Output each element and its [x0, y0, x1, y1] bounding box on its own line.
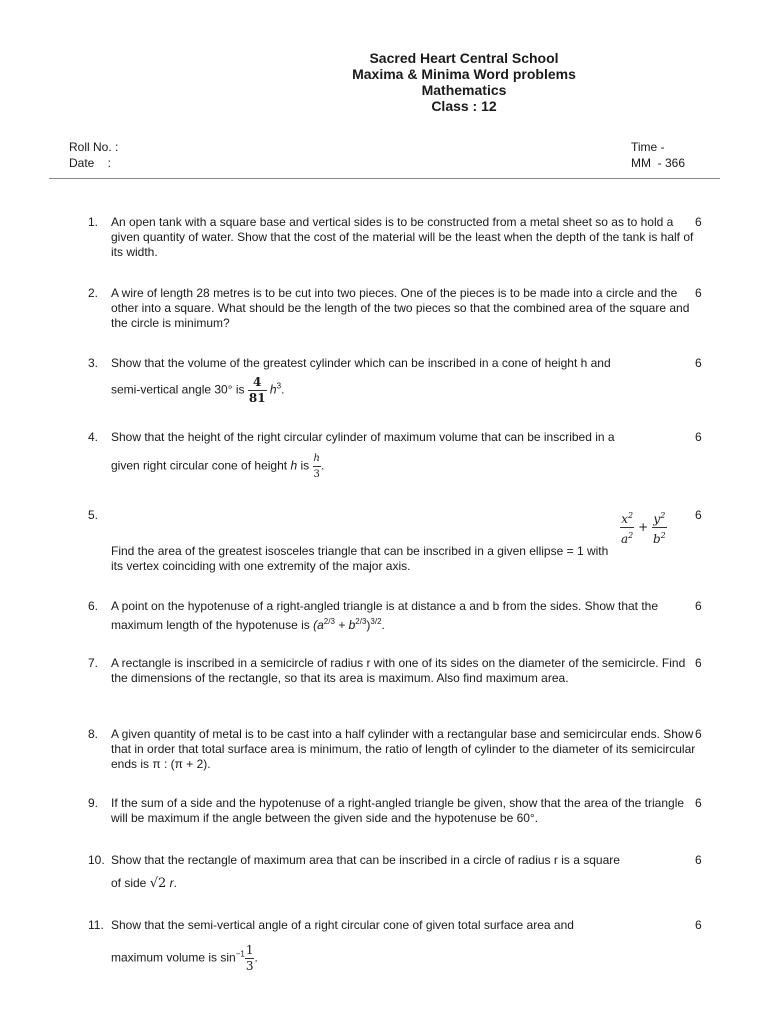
- question-number: 8.: [88, 727, 99, 741]
- question-number: 2.: [88, 286, 99, 300]
- fraction-y: [652, 508, 667, 547]
- question-number: 1.: [88, 215, 99, 229]
- exponent: −1: [235, 949, 245, 959]
- question-number: 6.: [88, 599, 99, 613]
- question-number: 5.: [88, 508, 99, 522]
- variable-a: a: [621, 532, 629, 546]
- exponent: 2/3: [355, 617, 367, 626]
- plus-sign: +: [638, 520, 649, 534]
- question-text: [111, 356, 701, 406]
- question-marks: 6: [695, 918, 702, 932]
- period: .: [254, 950, 258, 965]
- exponent: 3: [276, 381, 282, 391]
- question-line-2: given right circular cone of height: [111, 458, 288, 473]
- question-number: 3.: [88, 356, 99, 370]
- exponent: 2: [660, 511, 666, 520]
- question-text: A wire of length 28 metres is to be cut into two pieces. One of the pieces is to be made into a circle and the other into a square. What should be the length of the two pieces so that the combined area of the square and the circle is minimum?: [111, 286, 690, 330]
- question-marks: 6: [695, 599, 702, 613]
- subject-name: Mathematics: [421, 82, 507, 98]
- question-line-1: Show that the height of the right circular cylinder of maximum volume that can be inscribed in a: [111, 430, 615, 444]
- fraction-numerator: 1: [245, 943, 254, 957]
- fraction-denominator: 3: [245, 959, 254, 973]
- question-marks: 6: [695, 727, 702, 741]
- document-header: [0, 50, 768, 114]
- question-text: An open tank with a square base and vertical sides is to be constructed from a metal sheet so as to hold a given quantity of water. Show that the cost of the material will be the least when the depth of the tank is half of its width.: [111, 215, 694, 259]
- fraction-denominator: 3: [313, 469, 320, 480]
- question-line-1: Show that the semi-vertical angle of a right circular cone of given total surface area and: [111, 918, 574, 932]
- roll-no-label: Roll No. :: [69, 140, 119, 154]
- expression-open: (a: [313, 618, 324, 632]
- question-marks: 6: [695, 430, 702, 444]
- exponent: 2: [628, 531, 634, 540]
- question-text: A given quantity of metal is to be cast into a half cylinder with a rectangular base and semicircular ends. Show that in order that total surface area is minimum, the ratio of length of cylinder to the diameter of its semicircular ends is π : (π + 2).: [111, 727, 696, 771]
- question-line-2: semi-vertical angle 30° is: [111, 382, 245, 397]
- expression-mid: + b: [334, 618, 356, 632]
- header-divider: [49, 178, 720, 179]
- question-number: 11.: [88, 918, 104, 932]
- period: .: [173, 876, 177, 890]
- period: .: [281, 382, 285, 397]
- question-marks: 6: [695, 853, 702, 867]
- question-text: [111, 599, 701, 633]
- fraction-denominator: 81: [248, 391, 266, 405]
- question-number: 4.: [88, 430, 99, 444]
- question-text: [111, 430, 701, 482]
- variable-y: y: [653, 512, 661, 526]
- variable-r: r: [169, 876, 174, 890]
- question-number: 10.: [88, 853, 105, 867]
- max-marks-label: MM - 366: [631, 156, 686, 170]
- question-marks: 6: [695, 286, 702, 300]
- question-marks: 6: [695, 215, 702, 229]
- fraction-numerator: h: [313, 451, 321, 467]
- question-marks: 6: [695, 356, 702, 370]
- question-line-1: Show that the rectangle of maximum area that can be inscribed in a circle of radius r is a square: [111, 853, 620, 867]
- period: .: [320, 458, 325, 473]
- class-label: Class : 12: [431, 98, 497, 114]
- exponent: 2: [660, 531, 666, 540]
- variable-h: h: [290, 458, 298, 473]
- question-marks: 6: [695, 796, 702, 810]
- school-name: Sacred Heart Central School: [369, 50, 559, 66]
- fraction-x: [620, 508, 634, 547]
- is-word: is: [300, 458, 310, 473]
- question-text: [111, 853, 701, 891]
- exponent: 2/3: [323, 617, 335, 626]
- question-body: A point on the hypotenuse of a right-angled triangle is at distance a and b from the sides. Show that the maximum length of the hypotenuse is: [111, 599, 659, 632]
- time-label: Time -: [631, 140, 665, 154]
- expression-close: ): [366, 618, 371, 632]
- question-text: A rectangle is inscribed in a semicircle of radius r with one of its sides on the diameter of the semicircle. Find the dimensions of the rectangle, so that its area is maximum. Also find maximum area.: [111, 656, 686, 685]
- question-text: [111, 918, 701, 974]
- question-number: 9.: [88, 796, 99, 810]
- question-marks: 6: [695, 656, 702, 670]
- question-text: If the sum of a side and the hypotenuse of a right-angled triangle be given, show that the area of the triangle will be maximum if the angle between the given side and the hypotenuse be 60°.: [111, 796, 685, 825]
- question-line-1: Show that the volume of the greatest cylinder which can be inscribed in a cone of height h and: [111, 356, 611, 370]
- square-root: √2: [149, 876, 167, 891]
- meta-right: [631, 139, 685, 171]
- fraction-numerator: 4: [248, 375, 267, 391]
- question-number: 7.: [88, 656, 99, 670]
- question-line-2: of side: [111, 876, 147, 890]
- ellipse-equation: [620, 508, 667, 547]
- exponent: 3/2: [370, 617, 382, 626]
- exponent: 2: [627, 511, 634, 520]
- worksheet-topic: Maxima & Minima Word problems: [352, 66, 576, 82]
- variable-h: h: [269, 382, 277, 397]
- question-marks: 6: [695, 508, 702, 522]
- variable-x: x: [621, 512, 628, 526]
- period: .: [381, 618, 385, 632]
- variable-b: b: [652, 532, 661, 546]
- date-label: Date :: [69, 156, 112, 170]
- fraction: [313, 451, 321, 482]
- question-text: Find the area of the greatest isosceles triangle that can be inscribed in a given ellipse = 1 with its vertex coinciding with one extremity of the major axis.: [111, 544, 609, 573]
- meta-left: [69, 139, 118, 171]
- question-line-2: maximum volume is sin: [111, 950, 236, 965]
- fraction: [248, 375, 267, 406]
